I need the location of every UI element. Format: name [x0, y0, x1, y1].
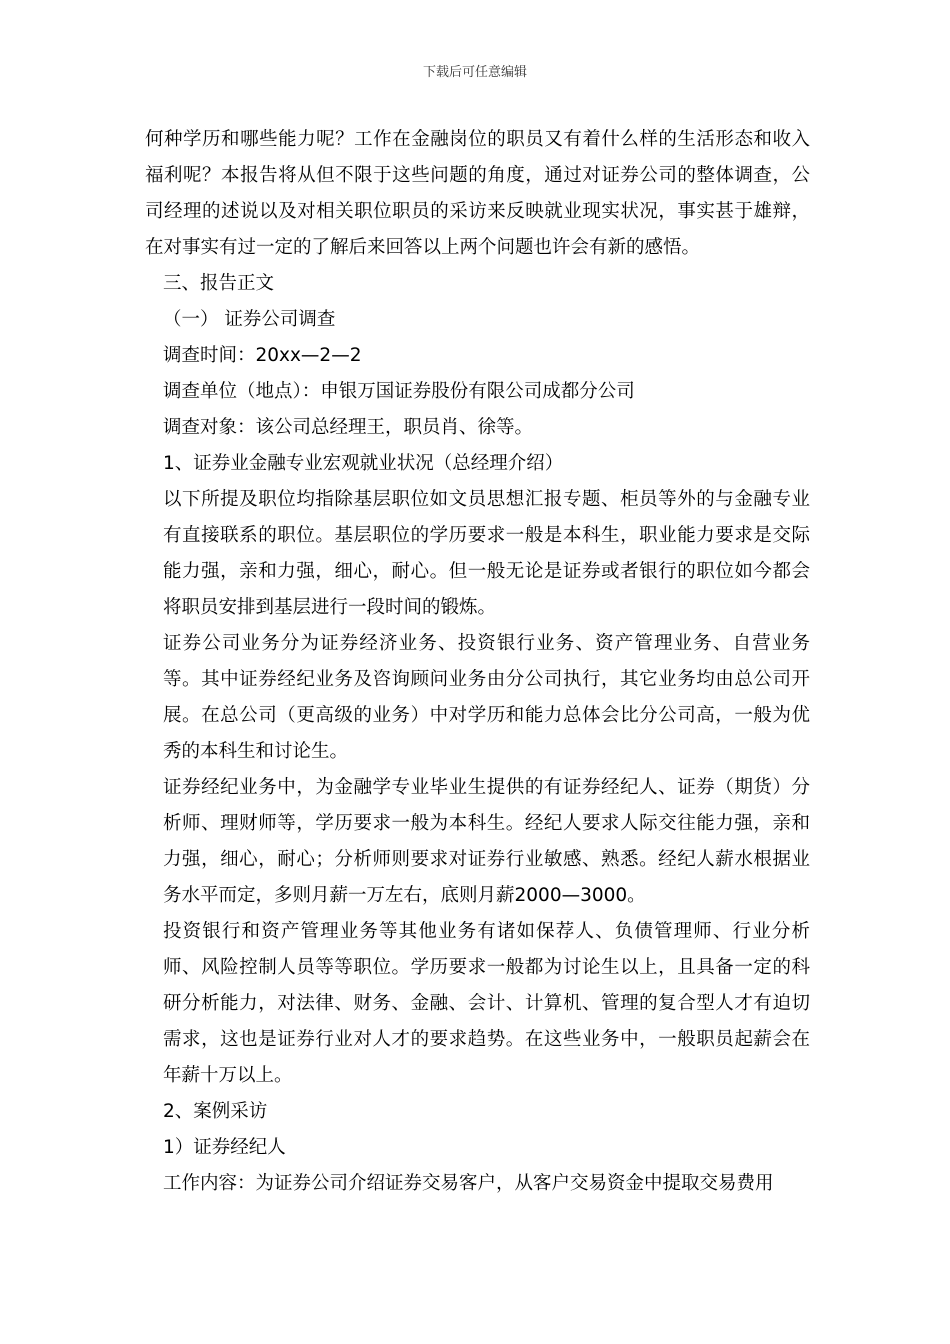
paragraph: 工作内容：为证券公司介绍证券交易客户，从客户交易资金中提取交易费用	[163, 1173, 774, 1194]
page-header: 下载后可任意编辑	[422, 65, 527, 80]
item-heading: 1、证券业金融专业宏观就业状况（总经理介绍）	[163, 453, 564, 474]
survey-subject: 调查对象：该公司总经理王，职员肖、徐等。	[163, 417, 534, 438]
paragraph: 投资银行和资产管理业务等其他业务有诸如保荐人、负债管理师、行业分析师、风险控制人员等等职位。学历要求一般都为讨论生以上，且具备一定的科研分析能力，对法律、财务、金融、会计、计算机、管理的复合型人才有迫切需求，这也是证券行业对人才的要求趋势。在这些业务中，一般职员起薪会在年薪十万以上。	[163, 921, 810, 1086]
subsection-heading: （一） 证券公司调查	[163, 309, 336, 330]
paragraph: 以下所提及职位均指除基层职位如文员思想汇报专题、柜员等外的与金融专业有直接联系的职位。基层职位的学历要求一般是本科生，职业能力要求是交际能力强，亲和力强，细心，耐心。但一般无论是证券或者银行的职位如今都会将职员安排到基层进行一段时间的锻炼。	[163, 489, 810, 618]
paragraph: 何种学历和哪些能力呢？工作在金融岗位的职员又有着什么样的生活形态和收入福利呢？本报告将从但不限于这些问题的角度，通过对证券公司的整体调查，公司经理的述说以及对相关职位职员的采访来反映就业现实状况，事实甚于雄辩，在对事实有过一定的了解后来回答以上两个问题也许会有新的感悟。	[145, 129, 810, 258]
sub-item-heading: 1）证券经纪人	[163, 1137, 286, 1158]
paragraph: 证券经纪业务中，为金融学专业毕业生提供的有证券经纪人、证券（期货）分析师、理财师等，学历要求一般为本科生。经纪人要求人际交往能力强，亲和力强，细心，耐心；分析师则要求对证券行业敏感、熟悉。经纪人薪水根据业务水平而定，多则月薪一万左右，底则月薪2000—3000。	[163, 777, 810, 906]
survey-unit: 调查单位（地点）：申银万国证券股份有限公司成都分公司	[163, 381, 635, 402]
survey-time: 调查时间：20xx—2—2	[163, 345, 362, 366]
paragraph: 证券公司业务分为证券经济业务、投资银行业务、资产管理业务、自营业务等。其中证券经纪业务及咨询顾问业务由分公司执行，其它业务均由总公司开展。在总公司（更高级的业务）中对学历和能力总体会比分公司高，一般为优秀的本科生和讨论生。	[163, 633, 810, 762]
item-heading: 2、案例采访	[163, 1101, 268, 1122]
document-body	[145, 122, 810, 1202]
section-heading: 三、报告正文	[163, 273, 275, 294]
